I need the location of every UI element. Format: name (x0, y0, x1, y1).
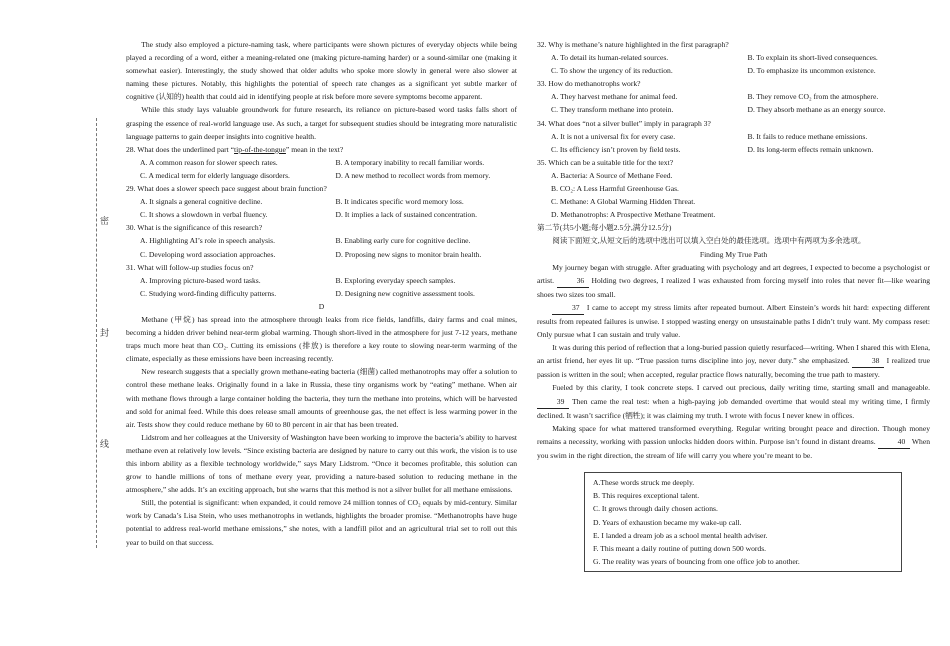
option[interactable]: C. To show the urgency of its reduction. (551, 66, 673, 76)
option[interactable]: D. It implies a lack of sustained concentration. (335, 210, 477, 220)
blank-38[interactable]: 38 (852, 354, 884, 368)
option[interactable]: B. CO₂: A Less Harmful Greenhouse Gas. (551, 184, 679, 194)
option[interactable]: A. Bacteria: A Source of Methane Feed. (551, 170, 673, 180)
option[interactable]: B. Exploring everyday speech samples. (335, 275, 456, 285)
option[interactable]: B. It fails to reduce methane emissions. (747, 131, 868, 141)
option[interactable]: D. Its long-term effects remain unknown. (747, 144, 874, 154)
option[interactable]: D. Designing new cognitive assessment tools. (335, 288, 475, 298)
option[interactable]: A. It signals a general cognitive decline. (140, 197, 263, 207)
option[interactable]: A. Highlighting AI’s role in speech analysis. (140, 236, 275, 246)
options-box (584, 472, 902, 572)
option[interactable]: A. They harvest methane for animal feed. (551, 92, 678, 102)
passage-d-paragraph: Methane (甲烷) has spread into the atmosphere through leaks from rice fields, landfills, dairy farms and coal mines, becoming a hidden driver behind near-term global warming. Though short-lived in the atmosphere for just 7-12 years, methane traps much more heat than CO₂. Cutting its emissions (排放) is therefore a key route to slowing near-term warming of the climate, especially as these emissions have been increasing recently. (126, 314, 517, 364)
question-28-options (126, 156, 517, 182)
question-31-options (126, 274, 517, 300)
option-item: C. It grows through daily chosen actions. (593, 504, 718, 514)
option[interactable]: A. Improving picture-based word tasks. (140, 275, 261, 285)
question-32-stem: 32. Why is methane’s nature highlighted in the first paragraph? (537, 40, 729, 49)
option[interactable]: D. They absorb methane as an energy source. (747, 105, 886, 115)
option[interactable]: C. They transform methane into protein. (551, 105, 674, 115)
binding-char-mi: 密 (100, 216, 110, 226)
option-item: B. This requires exceptional talent. (593, 491, 700, 501)
option[interactable]: D. To emphasize its uncommon existence. (747, 66, 876, 76)
blank-39[interactable]: 39 (537, 395, 569, 409)
right-column (537, 38, 930, 572)
option-item: F. This meant a daily routine of putting down 500 words. (593, 544, 767, 554)
passage-d-paragraph: Lidstrom and her colleagues at the University of Washington have been working to improve the bacteria’s ability to harvest methane even at relatively low levels. “Since existing bacteria are designed by nature to carry out this work, the vision is to use this inborn ability as a flexible technology worldwide,” says Mary Lidstrom. “Once it becomes profitable, this solution can grow to handle millions of tons of methane every year, providing a nature-based solution to reducing methane in the atmosphere,” she adds. It’s an exciting approach, but she warns that this method is not a silver bullet for all methane emissions. (126, 432, 517, 495)
option[interactable]: C. It shows a slowdown in verbal fluency. (140, 210, 268, 220)
question-33-stem: 33. How do methanotrophs work? (537, 79, 641, 89)
passage-c-paragraph: While this study lays valuable groundwork for future research, its reliance on picture-based word tasks falls short of grasping the essence of real-world language use. As such, a target for subsequent studies should be integrating more naturalistic language patterns to gain deeper insights into cognitive health. (126, 105, 517, 141)
option-item: E. I landed a dream job as a school mental health adviser. (593, 530, 768, 540)
option[interactable]: A. It is not a universal fix for every case. (551, 131, 676, 141)
option[interactable]: C. Studying word-finding difficulty patterns. (140, 288, 277, 298)
left-column (126, 38, 517, 549)
option[interactable]: C. Methane: A Global Warming Hidden Threat. (551, 197, 696, 207)
option[interactable]: C. Developing word association approaches. (140, 249, 276, 259)
cloze-paragraph: Making space for what mattered transformed everything. Regular writing brought peace and direction. Though money remains a necessity, working with passion unlocks hidden doors within. Purpose isn’t found in distant dreams. 40 When you swim in the right direction, the stream of life will carry you where you’re meant to be. (537, 423, 931, 460)
option[interactable]: B. Enabling early cure for cognitive decline. (335, 236, 471, 246)
section-d-heading: D (318, 301, 325, 311)
option[interactable]: B. To explain its short-lived consequences. (747, 53, 878, 63)
question-35-stem: 35. Which can be a suitable title for the text? (537, 157, 674, 167)
cloze-paragraph: It was during this period of reflection that a long-buried passion quietly resurfaced—writing. When I shared this with Elena, an artist friend, her eyes lit up. “True passion turns discipline into joy, never duty.” she emphasized. 38 I realized true passion is written in the soul; when accepted, regular practice flows naturally, becoming the true path to mastery. (537, 343, 930, 380)
question-34-options (537, 130, 930, 156)
blank-40[interactable]: 40 (878, 435, 910, 449)
blank-37[interactable]: 37 (552, 301, 584, 315)
cloze-paragraph: 37 I came to accept my stress limits after repeated burnout. Albert Einstein’s words hit hard: expecting different results from repeated failures is unwise. I stopped wasting energy on unsustainable paths I didn’t truly want. My compass reset: Only pursue what I can sustain and truly value. (537, 302, 931, 340)
option[interactable]: D. Proposing new signs to monitor brain health. (335, 249, 482, 259)
question-32-options (537, 51, 930, 77)
passage-d-paragraph: Still, the potential is significant: when expanded, it could remove 24 million tonnes of CO₂ equals by mid-century. Similar work by Canada’s Lisa Stein, who uses methanotrophs in wetlands, highlights the broader promise. “Methanotrophs have huge potential to address real-world methane emissions,” she notes, with a landfill pilot and an agricultural trial set to roll out this year to build on that success. (126, 498, 517, 547)
option[interactable]: B. A temporary inability to recall familiar words. (335, 157, 485, 167)
option-item: D. Years of exhaustion became my wake-up call. (593, 517, 742, 527)
passage-c-paragraph: The study also employed a picture-naming task, where participants were shown pictures of everyday objects while being played a recording of a word, either a meaning-related one (making picture-naming harder) or a sound-similar one (making it somewhat easier). Interestingly, the study showed that older adults who spoke more slowly in general were also slower at naming these pictures. Notably, this highlights the potential of speech rate changes as a significant yet subtle marker of cognitive (认知的) health that could aid in identifying people at risk before more severe symptoms become apparent. (126, 40, 517, 102)
section-2-heading: 第二节(共5小题;每小题2.5分,满分12.5分) (537, 223, 672, 233)
passage-d-paragraph: New research suggests that a specially grown methane-eating bacteria (细菌) called methanotrophs may offer a solution to control these methane leaks. Originally found in a lake in Russia, these tiny organisms work by “eating” methane. When air with methane flows through a large container holding the bacteria, they turn the methane into proteins, which will be harvested and sold for animal feed. While this does release small amounts of greenhouse gas, the net effect is less warming power in the air. Tests show they could reduce methane by 60 to 80 percent in air that has been treated. (126, 367, 517, 429)
option[interactable]: A. To detail its human-related sources. (551, 53, 669, 63)
question-29-stem: 29. What does a slower speech pace suggest about brain function? (126, 184, 327, 194)
passage-title: Finding My True Path (699, 249, 768, 259)
binding-char-feng: 封 (100, 328, 110, 338)
option-item: G. The reality was years of bouncing from one office job to another. (593, 557, 800, 567)
cloze-paragraph: My journey began with struggle. After graduating with psychology and art degrees, I expected to become a psychologist or artist. 36 Holding two degrees, I realized I was exhausted from forcing myself into roles that never fit—like wearing shoes two sizes too small. (537, 262, 930, 299)
question-30-stem: 30. What is the significance of this research? (126, 223, 263, 233)
blank-36[interactable]: 36 (557, 274, 589, 288)
cloze-paragraph: Fueled by this clarity, I took concrete steps. I carved out precious, daily writing time, starting small and manageable. 39 Then came the real test: when a high-paying job demanded overtime that would steal my writing time, I firmly declined. It wasn’t sacrifice (牺牲); it was claiming my truth. I wrote with focus I never knew in offices. (537, 383, 930, 420)
option[interactable]: D. A new method to recollect words from memory. (335, 170, 491, 180)
binding-char-xian: 线 (100, 439, 110, 449)
question-28-stem: 28. What does the underlined part “tip-of-the-tongue” mean in the text? (126, 144, 344, 154)
option[interactable]: A. A common reason for slower speech rates. (140, 157, 278, 167)
option[interactable]: C. A medical term for elderly language disorders. (140, 170, 290, 180)
option[interactable]: B. They remove CO₂ from the atmosphere. (747, 92, 879, 102)
option[interactable]: C. Its efficiency isn’t proven by field tests. (551, 144, 681, 154)
option[interactable]: B. It indicates specific word memory loss. (335, 197, 464, 207)
section-2-instruction: 阅读下面短文,从短文后的选项中选出可以填入空白处的最佳选项。选项中有两项为多余选项。 (552, 236, 866, 246)
question-30-options (126, 234, 517, 260)
option-item: A.These words struck me deeply. (593, 478, 695, 487)
question-34-stem: 34. What does “not a silver bullet” imply in paragraph 3? (537, 118, 711, 128)
question-29-options (126, 195, 517, 221)
question-31-stem: 31. What will follow-up studies focus on? (126, 262, 254, 272)
question-33-options (537, 90, 930, 116)
option[interactable]: D. Methanotrophs: A Prospective Methane Treatment. (551, 210, 716, 220)
